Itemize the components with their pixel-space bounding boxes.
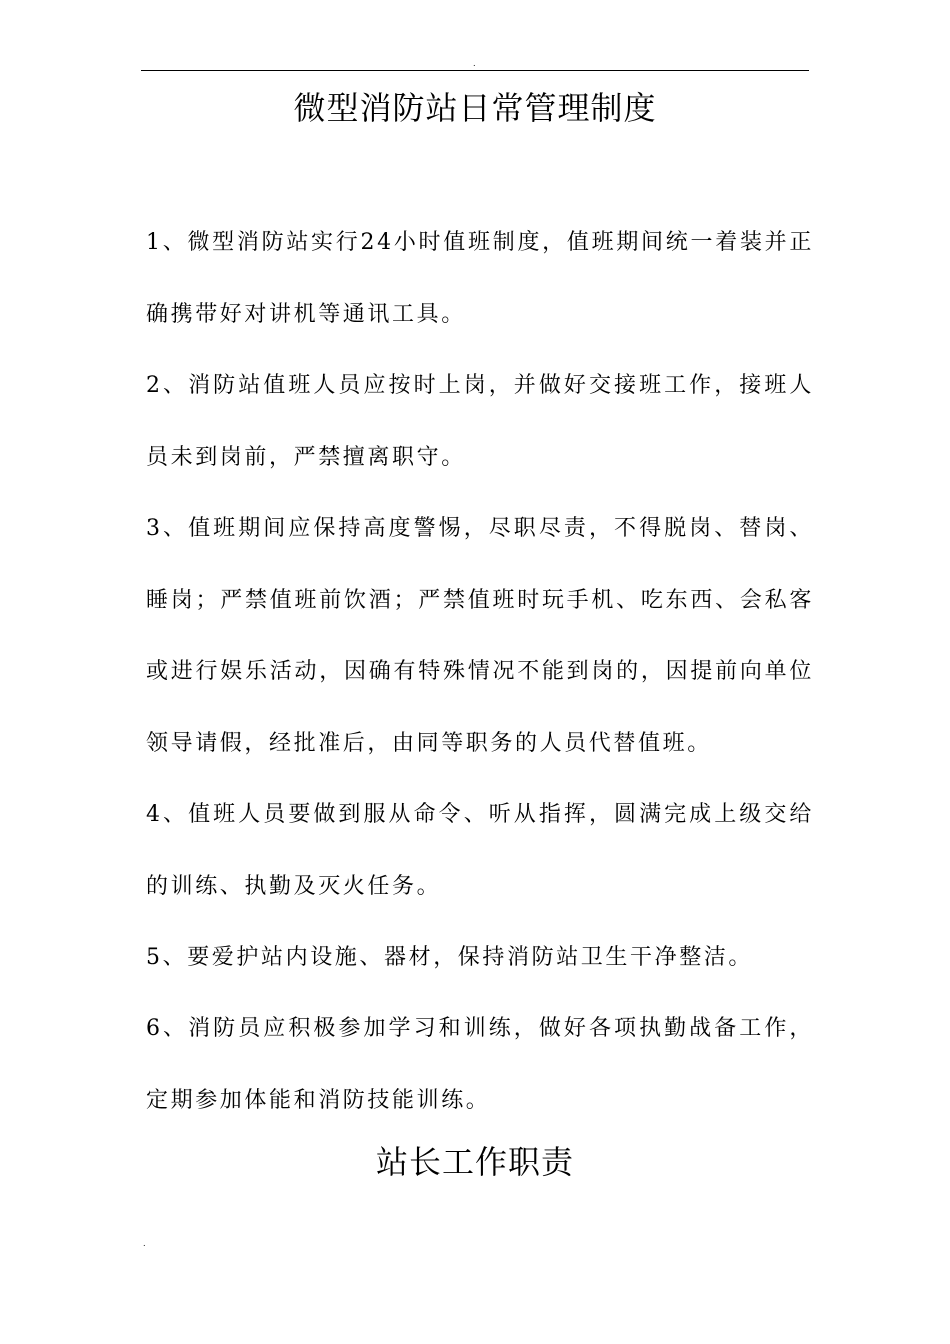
header-dot: . [473,59,476,68]
rule-paragraph-1: 1、微型消防站实行24小时值班制度，值班期间统一着装并正确携带好对讲机等通讯工具。 [146,230,814,327]
rule-paragraph-2: 2、消防站值班人员应按时上岗，并做好交接班工作，接班人员未到岗前，严禁擅离职守。 [146,373,814,470]
footer-dot: . [143,1239,146,1248]
rule-paragraph-3: 3、值班期间应保持高度警惕，尽职尽责，不得脱岗、替岗、睡岗；严禁值班前饮酒；严禁值班时玩手机、吃东西、会私客或进行娱乐活动，因确有特殊情况不能到岗的，因提前向单位领导请假，经批准后，由同等职务的人员代替值班。 [146,516,814,756]
section-title: 站长工作职责 [375,1143,574,1181]
header-rule [141,70,809,71]
rule-paragraph-6: 6、消防员应积极参加学习和训练，做好各项执勤战备工作，定期参加体能和消防技能训练。 [146,1016,814,1113]
rule-paragraph-4: 4、值班人员要做到服从命令、听从指挥，圆满完成上级交给的训练、执勤及灭火任务。 [146,802,814,899]
rule-paragraph-5: 5、要爱护站内设施、器材，保持消防站卫生干净整洁。 [146,945,753,970]
document-title: 微型消防站日常管理制度 [293,89,657,127]
